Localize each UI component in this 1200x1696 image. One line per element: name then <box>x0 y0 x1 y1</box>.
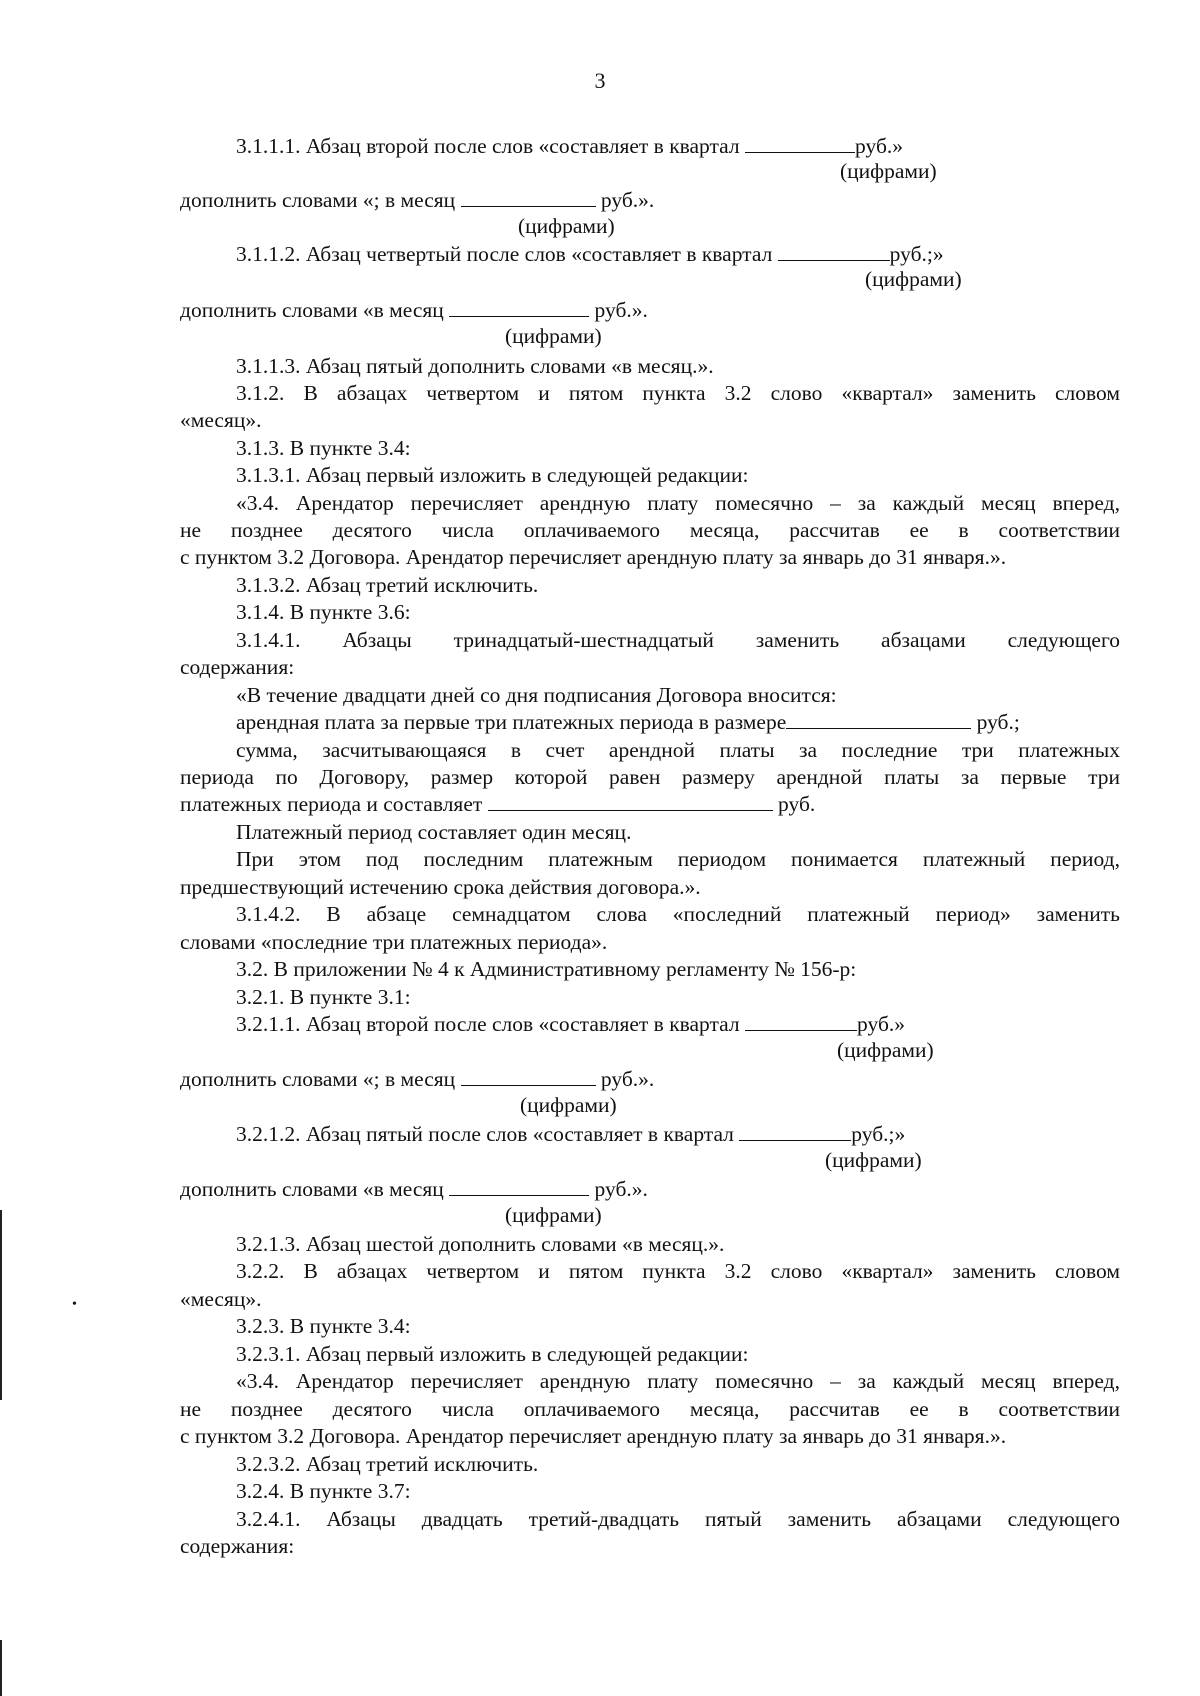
blank-line <box>745 1010 857 1031</box>
blank-line <box>745 132 855 153</box>
paragraph-line: словами «последние три платежных периода». <box>180 930 608 954</box>
clause-3-2-1: 3.2.1. В пункте 3.1: <box>236 985 411 1009</box>
clause-3-2-3: 3.2.3. В пункте 3.4: <box>236 1314 411 1338</box>
clause-3-2-1-3: 3.2.1.3. Абзац шестой дополнить словами «в месяц.». <box>236 1232 725 1256</box>
clause-text: руб.». <box>600 1067 655 1091</box>
caption-in-digits: (цифрами) <box>825 1148 922 1172</box>
payment-line <box>180 790 1120 818</box>
clause-text: 3.1.1.2. Абзац четвертый после слов «составляет в квартал <box>236 242 773 266</box>
supplement-line <box>180 1175 1120 1203</box>
clause-3-1-1-2 <box>236 240 1120 268</box>
supplement-line <box>180 1065 1120 1093</box>
quoted-paragraph: «3.4. Арендатор перечисляет арендную плату помесячно – за каждый месяц вперед, <box>236 1369 1120 1393</box>
clause-text: 3.1.1.1. Абзац второй после слов «составляет в квартал <box>236 134 740 158</box>
quoted-paragraph: «В течение двадцати дней со дня подписания Договора вносится: <box>236 683 837 707</box>
clause-3-1-4-2: 3.1.4.2. В абзаце семнадцатом слова «последний платежный период» заменить <box>236 902 1120 926</box>
clause-text: дополнить словами «в месяц <box>180 1177 444 1201</box>
clause-3-2-1-1 <box>236 1010 1120 1038</box>
clause-text: руб.;» <box>851 1122 906 1146</box>
paragraph-line: сумма, засчитывающаяся в счет арендной платы за последние три платежных <box>236 738 1120 762</box>
clause-3-2-2: 3.2.2. В абзацах четвертом и пятом пункта 3.2 слово «квартал» заменить словом <box>236 1259 1120 1283</box>
paragraph-line: с пунктом 3.2 Договора. Арендатор перечисляет арендную плату за январь до 31 января.». <box>180 545 1007 569</box>
scan-speck: • <box>72 1297 77 1312</box>
clause-3-2-3-1: 3.2.3.1. Абзац первый изложить в следующей редакции: <box>236 1342 749 1366</box>
clause-text: дополнить словами «; в месяц <box>180 188 456 212</box>
paragraph-line: «месяц». <box>180 408 262 432</box>
caption-in-digits: (цифрами) <box>520 1093 617 1117</box>
clause-text: руб.; <box>976 710 1020 734</box>
clause-3-2-3-2: 3.2.3.2. Абзац третий исключить. <box>236 1452 539 1476</box>
caption-in-digits: (цифрами) <box>837 1038 934 1062</box>
paragraph-line: содержания: <box>180 1534 295 1558</box>
clause-3-1-1-1 <box>236 132 1120 160</box>
quoted-paragraph: «3.4. Арендатор перечисляет арендную плату помесячно – за каждый месяц вперед, <box>236 491 1120 515</box>
scan-edge-mark <box>0 1210 2 1400</box>
clause-3-2: 3.2. В приложении № 4 к Административному регламенту № 156-р: <box>236 957 857 981</box>
paragraph-line: При этом под последним платежным периодом понимается платежный период, <box>236 847 1120 871</box>
blank-line <box>449 296 589 317</box>
clause-3-1-4: 3.1.4. В пункте 3.6: <box>236 600 411 624</box>
paragraph-line: предшествующий истечению срока действия договора.». <box>180 875 701 899</box>
supplement-line <box>180 296 1120 324</box>
caption-in-digits: (цифрами) <box>865 267 962 291</box>
paragraph-line: не позднее десятого числа оплачиваемого месяца, рассчитав ее в соответствии <box>180 1397 1120 1421</box>
clause-text: руб.» <box>855 134 904 158</box>
caption-in-digits: (цифрами) <box>505 1203 602 1227</box>
clause-3-2-4: 3.2.4. В пункте 3.7: <box>236 1479 411 1503</box>
clause-3-2-4-1: 3.2.4.1. Абзацы двадцать третий-двадцать пятый заменить абзацами следующего <box>236 1507 1120 1531</box>
blank-line <box>461 1065 596 1086</box>
clause-3-2-1-2 <box>236 1120 1120 1148</box>
clause-3-1-2: 3.1.2. В абзацах четвертом и пятом пункта 3.2 слово «квартал» заменить словом <box>236 381 1120 405</box>
clause-text: арендная плата за первые три платежных периода в размере <box>236 710 787 734</box>
clause-text: руб.». <box>594 1177 648 1201</box>
clause-3-1-3-2: 3.1.3.2. Абзац третий исключить. <box>236 573 539 597</box>
clause-text: 3.2.1.1. Абзац второй после слов «составляет в квартал <box>236 1012 740 1036</box>
blank-line <box>739 1120 851 1141</box>
caption-in-digits: (цифрами) <box>518 214 615 238</box>
caption-in-digits: (цифрами) <box>840 159 937 183</box>
paragraph-line: содержания: <box>180 655 295 679</box>
paragraph-line: «месяц». <box>180 1287 262 1311</box>
blank-line <box>449 1175 589 1196</box>
clause-text: руб.». <box>594 298 648 322</box>
scan-edge-mark <box>0 1640 2 1696</box>
clause-text: руб.;» <box>889 242 944 266</box>
blank-line <box>786 708 971 729</box>
supplement-line <box>180 186 1120 214</box>
paragraph-line: Платежный период составляет один месяц. <box>236 820 632 844</box>
page-number: 3 <box>594 68 606 93</box>
caption-in-digits: (цифрами) <box>505 324 602 348</box>
paragraph-line: периода по Договору, размер которой равен размеру арендной платы за первые три <box>180 765 1120 789</box>
clause-text: руб.». <box>600 188 655 212</box>
clause-3-1-3: 3.1.3. В пункте 3.4: <box>236 436 411 460</box>
clause-3-1-4-1: 3.1.4.1. Абзацы тринадцатый-шестнадцатый заменить абзацами следующего <box>236 628 1120 652</box>
clause-text: дополнить словами «; в месяц <box>180 1067 456 1091</box>
clause-3-1-3-1: 3.1.3.1. Абзац первый изложить в следующей редакции: <box>236 463 749 487</box>
clause-text: 3.2.1.2. Абзац пятый после слов «составляет в квартал <box>236 1122 734 1146</box>
clause-text: руб. <box>778 792 816 816</box>
blank-line <box>461 186 596 207</box>
clause-3-1-1-3: 3.1.1.3. Абзац пятый дополнить словами «в месяц.». <box>236 354 714 378</box>
clause-text: платежных периода и составляет <box>180 792 483 816</box>
clause-text: руб.» <box>857 1012 906 1036</box>
paragraph-line: не позднее десятого числа оплачиваемого месяца, рассчитав ее в соответствии <box>180 518 1120 542</box>
paragraph-line: с пунктом 3.2 Договора. Арендатор перечисляет арендную плату за январь до 31 января.». <box>180 1424 1007 1448</box>
clause-text: дополнить словами «в месяц <box>180 298 444 322</box>
payment-line <box>236 708 1120 736</box>
blank-line <box>488 790 773 811</box>
blank-line <box>778 240 890 261</box>
